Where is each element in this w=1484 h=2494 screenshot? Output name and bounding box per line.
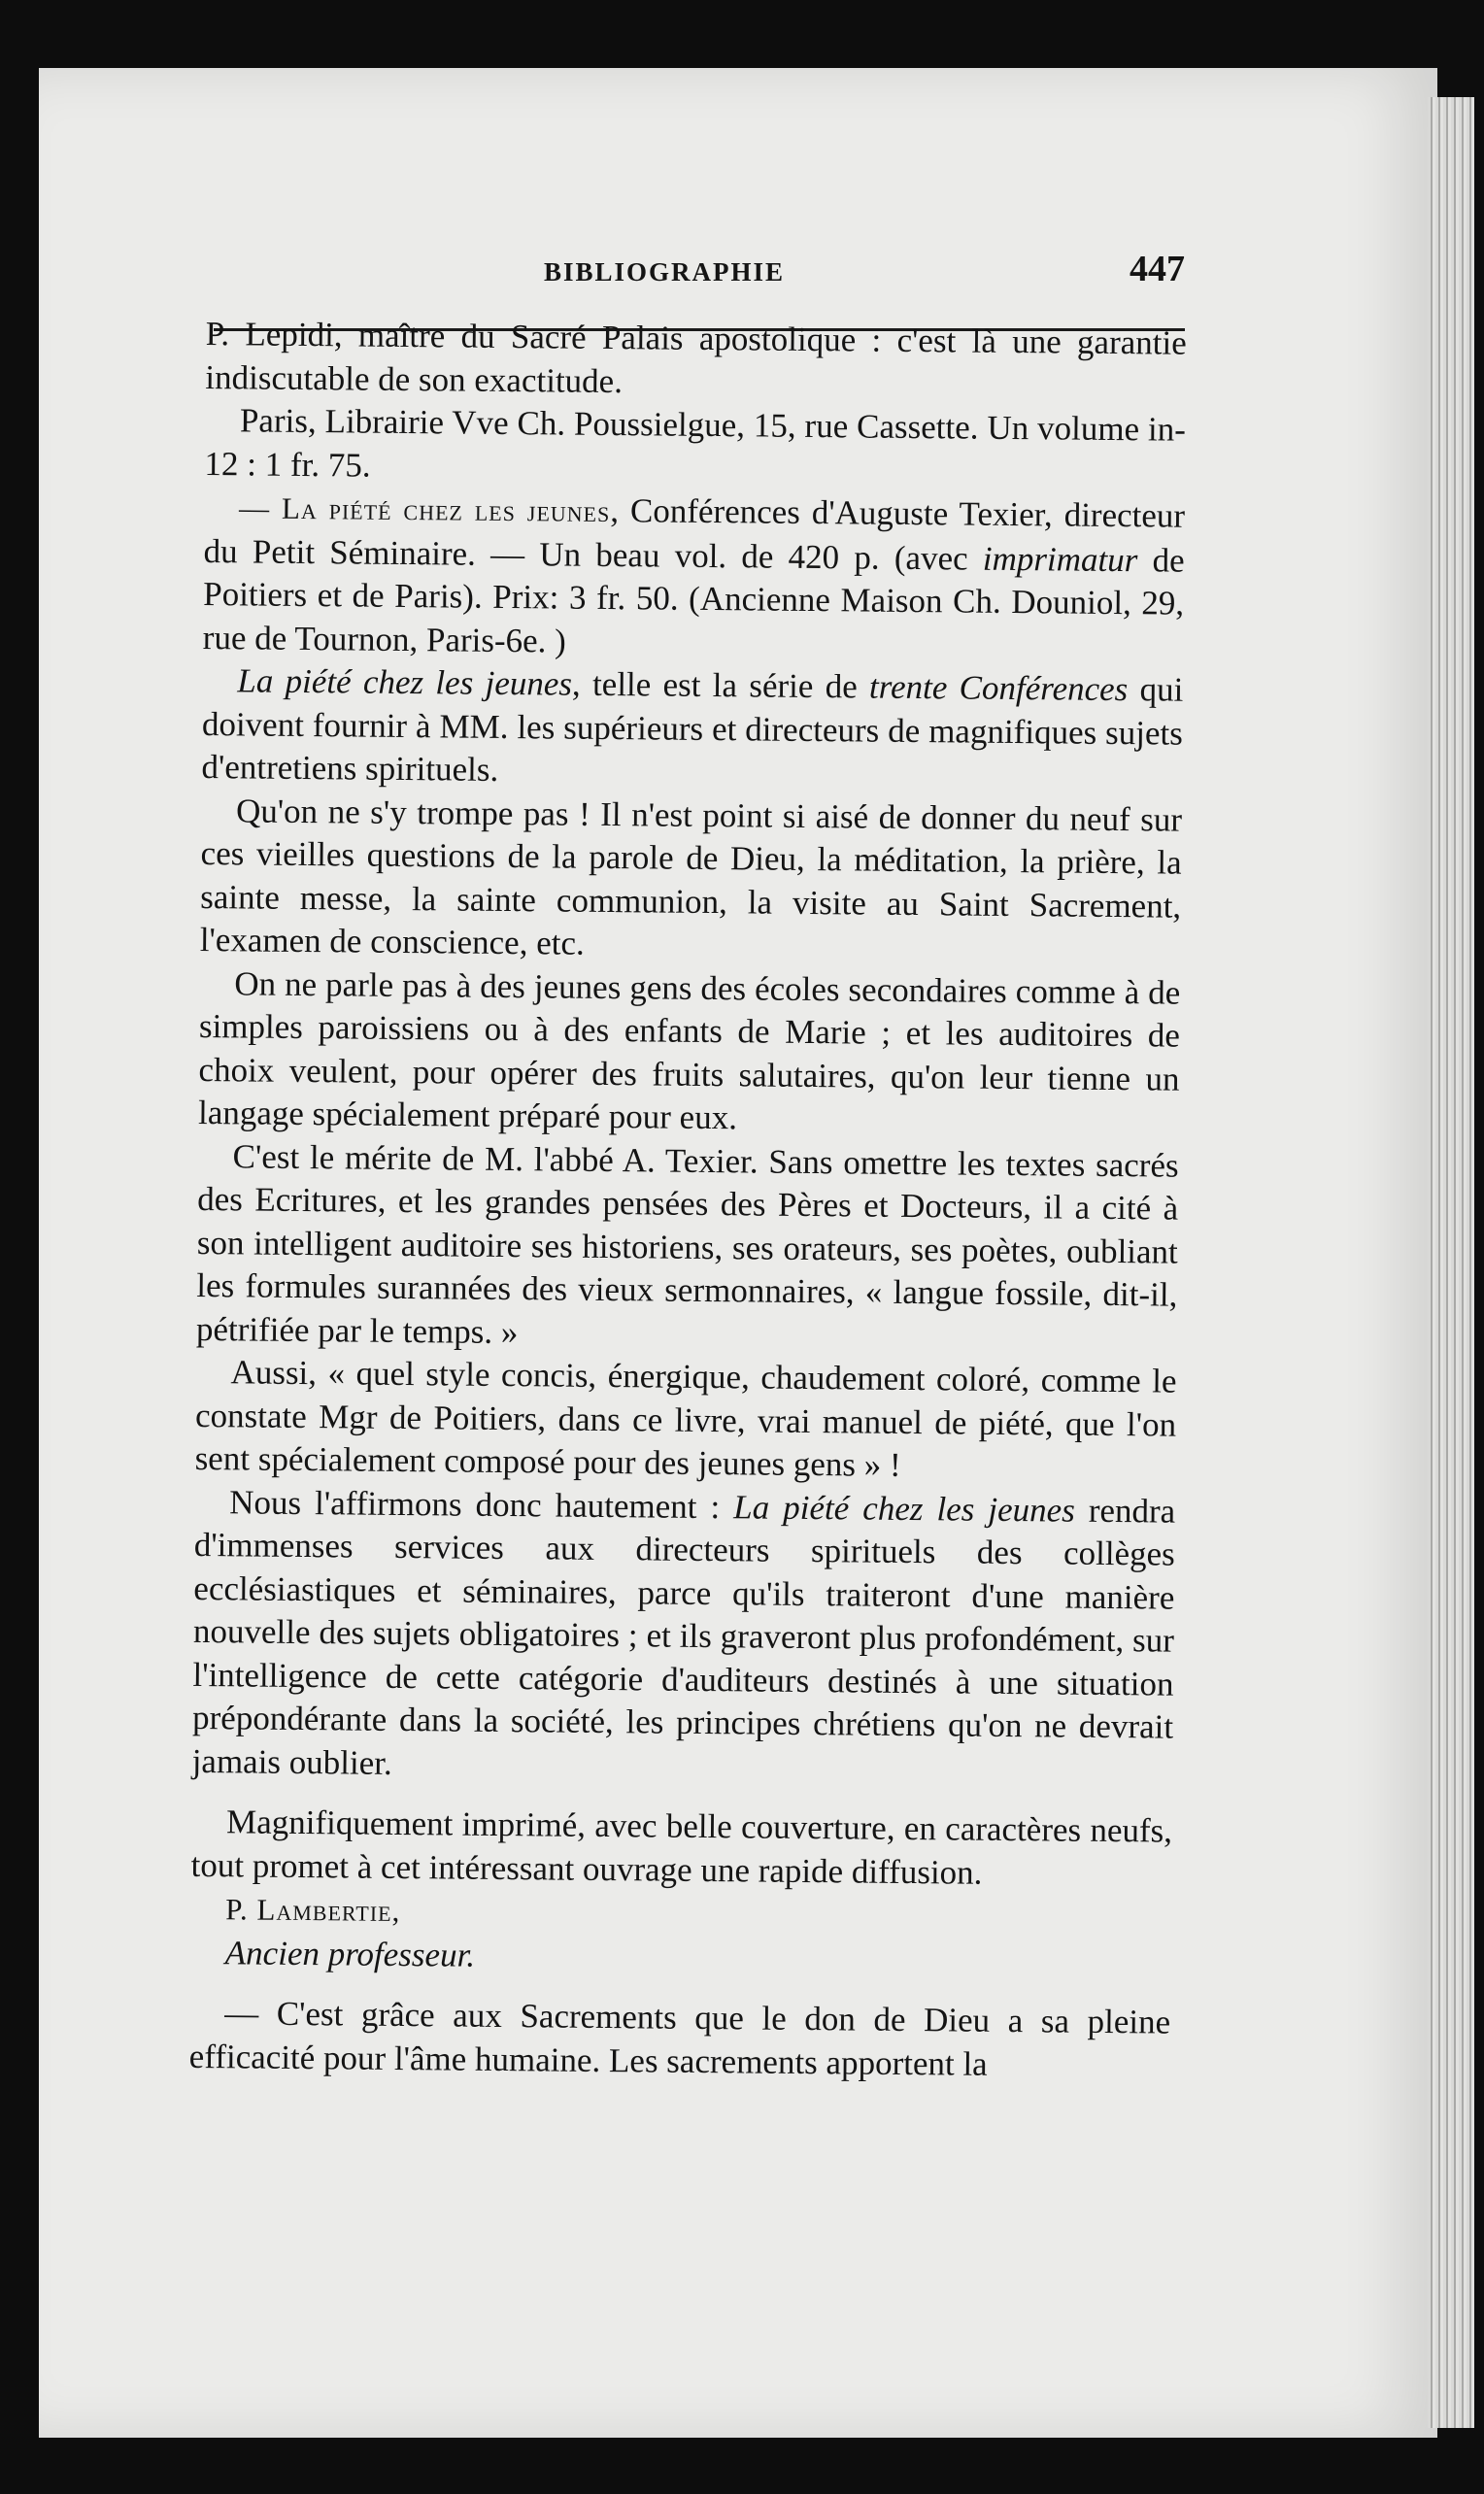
page-header bbox=[214, 248, 1185, 306]
paragraph-text: , telle est la série de bbox=[571, 664, 870, 706]
book-title: — La piété chez les jeunes bbox=[238, 490, 611, 529]
paragraph: On ne parle pas à des jeunes gens des écoles secondaires comme à de simples paroissiens ou à des enfants de Marie ; et les auditoires de choix veulent, pour opérer des fruits salutaires, qu'on leur tienne un langage spécialement préparé pour eux. bbox=[197, 963, 1181, 1137]
page-number: 447 bbox=[1130, 249, 1185, 289]
paragraph-text: rendra d'immenses services aux directeurs spirituels des collèges ecclésiastiques et séminaires, parce qu'ils traiteront d'une manière nouvelle des sujets obligatoires ; et ils graveront plus profondément, sur l'intelligence de cette catégorie d'auditeurs destinés à une situation prépondérante dans la société, les principes chrétiens qu'on ne devrait jamais oublier. bbox=[191, 1491, 1176, 1782]
signature-role-text: Ancien professeur. bbox=[224, 1933, 476, 1974]
entry-text: de Poitiers et de Paris). Prix: 3 fr. 50. (Ancienne Maison Ch. Douniol, 29, rue de Tournon, Paris-6e. ) bbox=[202, 540, 1185, 660]
book-title-italic: La piété chez les jeunes bbox=[237, 661, 573, 703]
paragraph bbox=[201, 659, 1183, 798]
paragraph: Magnifiquement imprimé, avec belle couverture, en caractères neufs, tout promet à cet intéressant ouvrage une rapide diffusion. bbox=[190, 1803, 1173, 1892]
signature-name-text: P. Lambertie, bbox=[225, 1892, 401, 1928]
imprimatur-italic: imprimatur bbox=[982, 539, 1138, 579]
page-edges bbox=[1428, 97, 1474, 2428]
paragraph-text: Nous l'affirmons donc hautement : bbox=[229, 1482, 734, 1526]
paragraph: Aussi, « quel style concis, énergique, chaudement coloré, comme le constate Mgr de Poitiers, dans ce livre, vrai manuel de piété, que l'on sent spécialement composé pour des jeunes gens » ! bbox=[194, 1353, 1177, 1484]
paragraph: Paris, Librairie Vve Ch. Poussielgue, 15, rue Cassette. Un volume in-12 : 1 fr. 75. bbox=[204, 401, 1187, 485]
running-title: BIBLIOGRAPHIE bbox=[544, 257, 786, 286]
paragraph: — C'est grâce aux Sacrements que le don de Dieu a sa pleine efficacité pour l'âme humaine. Les sacrements apportent la bbox=[188, 1994, 1171, 2083]
paragraph: C'est le mérite de M. l'abbé A. Texier. Sans omettre les textes sacrés des Ecritures, et les grandes pensées des Pères et Docteurs, il a cité à son intelligent auditoire ses historiens, ses orateurs, ses poètes, oubliant les formules surannées des vieux sermonnaires, « langue fossile, dit-il, pétrifiée par le temps. » bbox=[195, 1136, 1179, 1351]
paragraph: Qu'on ne s'y trompe pas ! Il n'est point si aisé de donner du neuf sur ces vieilles questions de la parole de Dieu, la méditation, la prière, la sainte messe, la sainte communion, la visite au Saint Sacrement, l'examen de conscience, etc. bbox=[199, 791, 1183, 962]
paragraph: P. Lepidi, maître du Sacré Palais apostolique : c'est là une garantie indiscutable de son exactitude. bbox=[205, 314, 1187, 400]
paragraph-text: qui doivent fournir à MM. les supérieurs et directeurs de magnifiques sujets d'entretiens spirituels. bbox=[201, 670, 1184, 789]
book-entry bbox=[203, 486, 1186, 669]
paragraph bbox=[191, 1480, 1175, 1792]
entry-text: , Conférences d'Auguste Texier, directeur du Petit Séminaire. — Un beau vol. de 420 p. (avec bbox=[203, 491, 1186, 578]
conferences-italic: trente Conférences bbox=[868, 667, 1129, 709]
book-title-italic: La piété chez les jeunes bbox=[733, 1487, 1075, 1530]
body-text bbox=[189, 313, 1187, 2088]
